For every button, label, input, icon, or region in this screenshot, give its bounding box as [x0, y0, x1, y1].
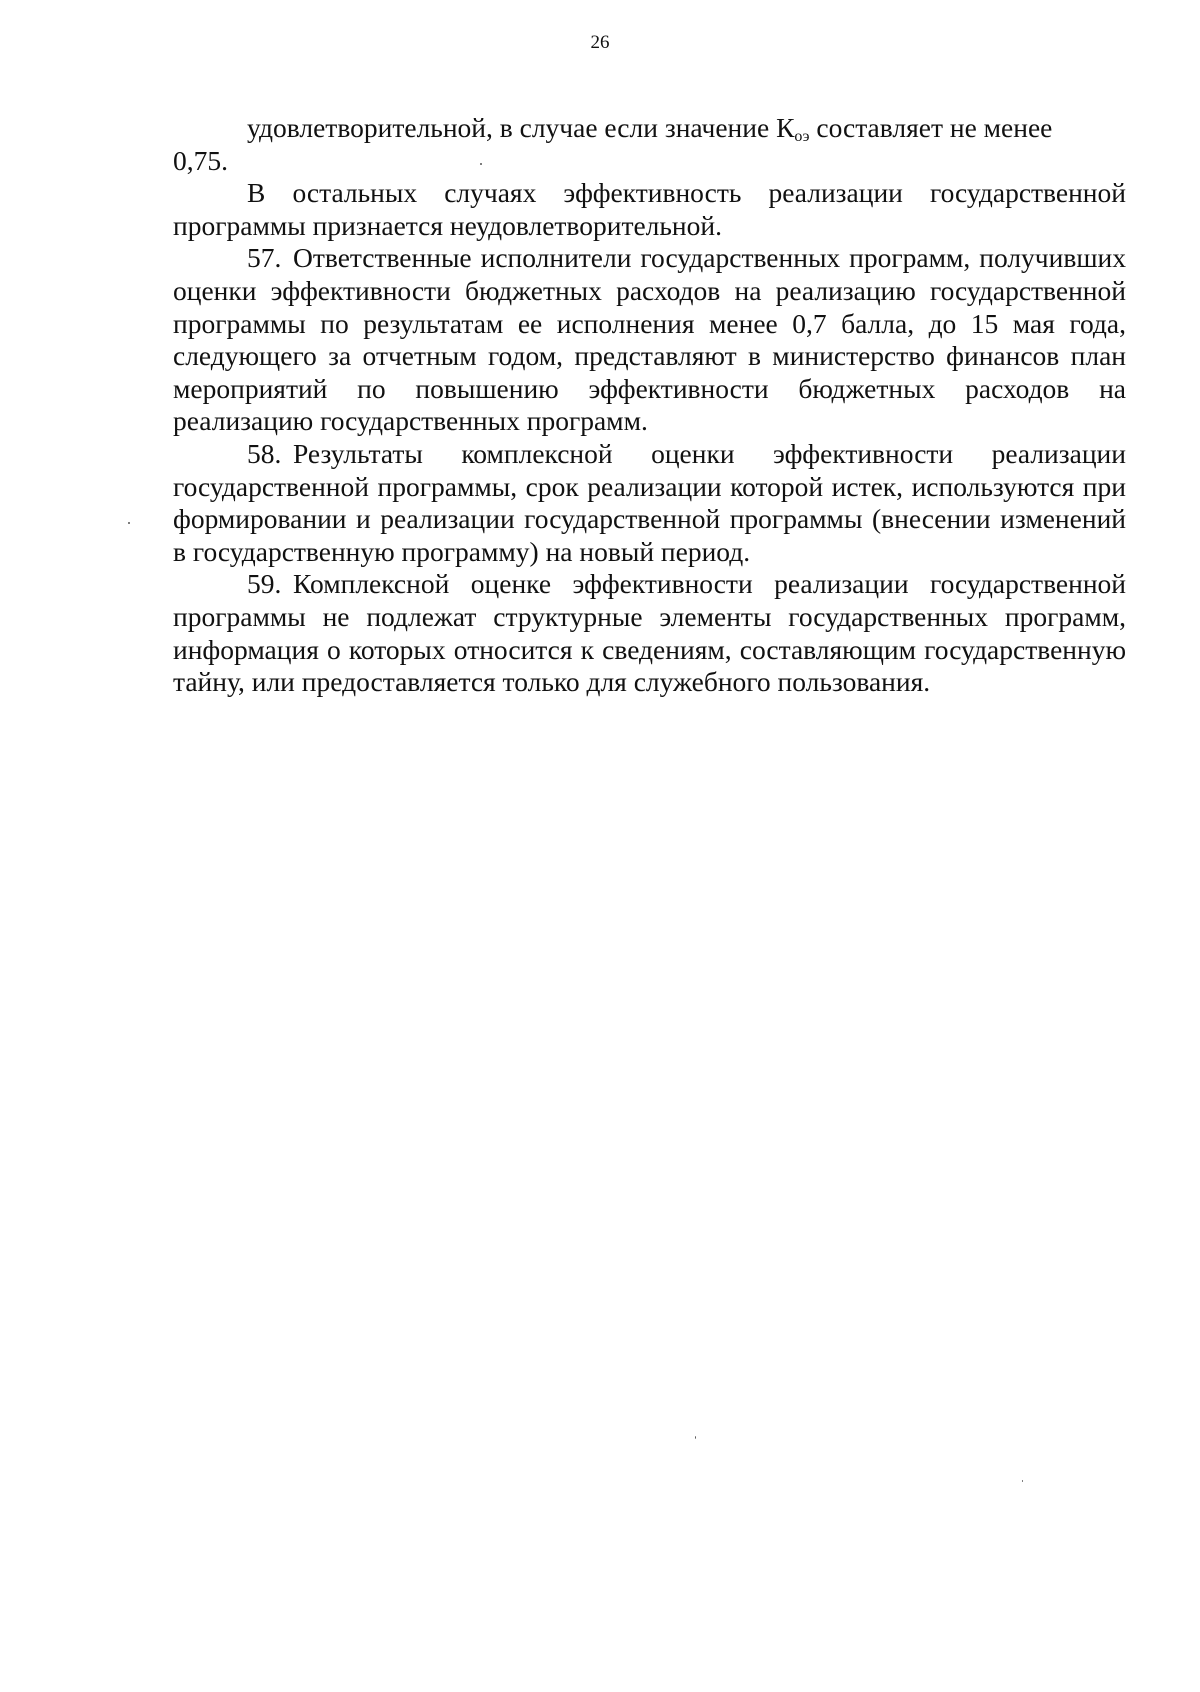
paragraph-text: Ответственные исполнители государственных программ, получивших оценки эффективности бюджетных расходов на реализацию государственной программы по результатам ее исполнения менее 0,7 балла, до 15 мая года, следующего за отчетным годом, представляют в министерство финансов план мероприятий по повышению эффективности бюджетных расходов на реализацию государственных программ. — [173, 242, 1126, 437]
document-body — [173, 112, 1126, 699]
paragraph-text: Результаты комплексной оценки эффективности реализации государственной программы, срок реализации которой истек, используются при формировании и реализации государственной программы (внесении изменений в государственную программу) на новый период. — [173, 437, 1126, 567]
paragraph-number: 59. — [247, 568, 282, 600]
paragraph-59 — [173, 568, 1126, 698]
paragraph-number: 57. — [247, 242, 282, 274]
page-number: 26 — [590, 32, 610, 53]
scan-speck — [128, 522, 130, 524]
paragraph-58 — [173, 438, 1126, 568]
paragraph-continuation — [173, 112, 1126, 145]
paragraph-text: составляет не менее — [809, 112, 1053, 143]
paragraph-otherwise — [173, 177, 1126, 242]
paragraph-57 — [173, 242, 1126, 438]
paragraph-number: 58. — [247, 437, 282, 469]
paragraph-text: удовлетворительной, в случае если значение К — [247, 112, 795, 143]
paragraph-continuation-end — [173, 145, 1126, 178]
scan-speck — [1022, 1480, 1023, 1482]
coefficient-subscript: оэ — [794, 128, 810, 145]
scan-speck — [480, 163, 482, 165]
paragraph-text: В остальных случаях эффективность реализации государственной программы признается неудовлетворительной. — [173, 177, 1126, 241]
scan-speck — [695, 1436, 696, 1439]
paragraph-text: Комплексной оценке эффективности реализации государственной программы не подлежат структурные элементы государственных программ, информация о которых относится к сведениям, составляющим государственную тайну, или предоставляется только для служебного пользования. — [173, 568, 1126, 698]
paragraph-text: 0,75. — [173, 144, 228, 176]
